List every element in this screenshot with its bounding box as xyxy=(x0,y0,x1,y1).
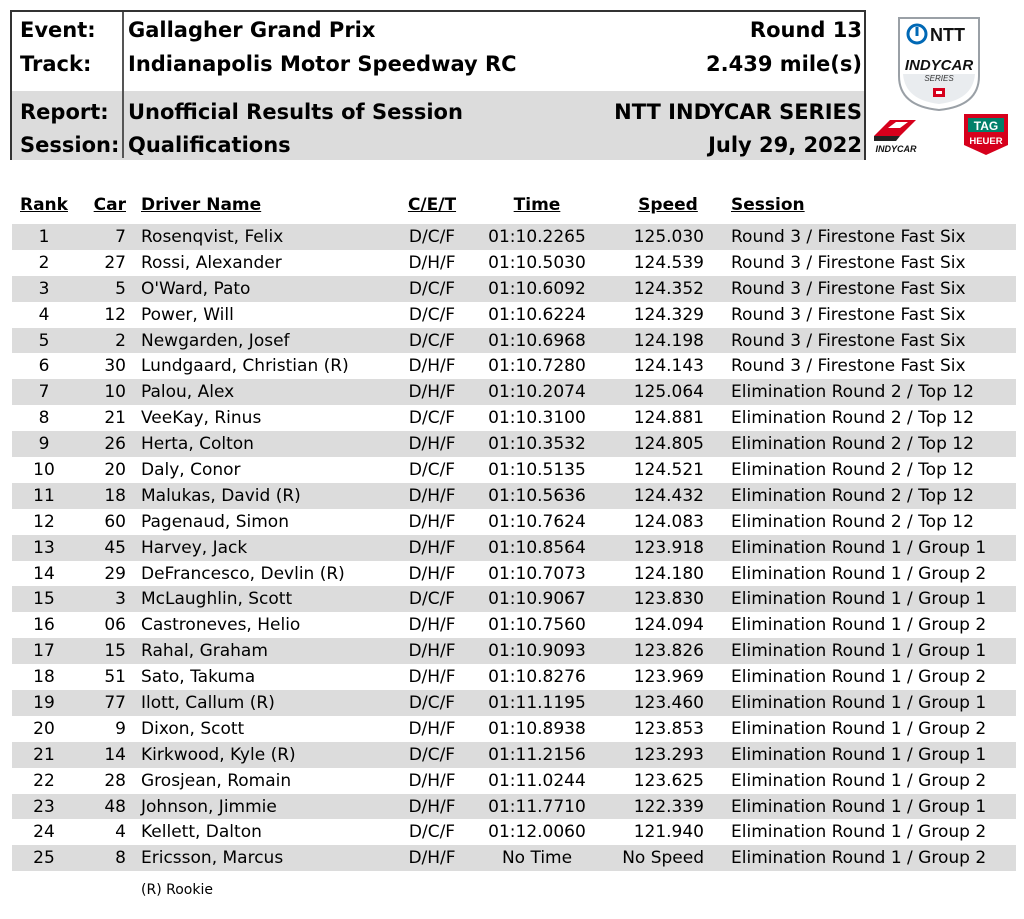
table-row xyxy=(12,768,1016,794)
column-header-speed: Speed xyxy=(638,195,698,215)
cet-cell: D/C/F xyxy=(408,693,456,714)
rank-cell: 25 xyxy=(33,848,55,869)
table-row xyxy=(12,250,1016,276)
session-cell: Elimination Round 2 / Top 12 xyxy=(731,382,974,403)
cet-cell: D/H/F xyxy=(408,382,456,403)
table-row xyxy=(12,716,1016,742)
table-row xyxy=(12,224,1016,250)
rank-cell: 24 xyxy=(33,822,55,843)
speed-cell: 124.094 xyxy=(633,615,704,636)
time-cell: 01:10.8276 xyxy=(488,667,586,688)
cet-cell: D/H/F xyxy=(408,563,456,584)
column-header-cet: C/E/T xyxy=(407,195,457,215)
car-cell: 48 xyxy=(104,796,126,817)
rank-cell: 19 xyxy=(33,693,55,714)
driver-name-cell: Pagenaud, Simon xyxy=(141,511,289,532)
session-cell: Round 3 / Firestone Fast Six xyxy=(731,304,966,325)
track-length: 2.439 mile(s) xyxy=(706,52,862,76)
cet-cell: D/H/F xyxy=(408,641,456,662)
cet-cell: D/C/F xyxy=(408,408,456,429)
track-name: Indianapolis Motor Speedway RC xyxy=(128,52,517,76)
rank-cell: 6 xyxy=(38,356,50,377)
speed-cell: 123.625 xyxy=(633,770,704,791)
driver-name-cell: Daly, Conor xyxy=(141,460,241,481)
column-header-rank: Rank xyxy=(20,195,68,215)
report-label: Report: xyxy=(20,100,109,124)
table-row xyxy=(12,742,1016,768)
driver-name-cell: McLaughlin, Scott xyxy=(141,589,293,610)
time-cell: 01:10.6968 xyxy=(488,330,586,351)
car-cell: 12 xyxy=(104,304,126,325)
time-cell: 01:10.7624 xyxy=(488,511,586,532)
speed-cell: 123.918 xyxy=(633,537,704,558)
car-cell: 5 xyxy=(115,278,126,299)
table-row xyxy=(12,586,1016,612)
ntt-indycar-series-logo xyxy=(895,14,983,112)
rank-cell: 15 xyxy=(33,589,55,610)
cet-cell: D/C/F xyxy=(408,822,456,843)
session-label: Session: xyxy=(20,133,120,157)
session-name: Qualifications xyxy=(128,133,291,157)
session-cell: Elimination Round 1 / Group 2 xyxy=(731,822,987,843)
car-cell: 27 xyxy=(104,252,126,273)
driver-name-cell: Malukas, David (R) xyxy=(141,485,301,506)
speed-cell: 123.830 xyxy=(633,589,704,610)
session-cell: Elimination Round 1 / Group 2 xyxy=(731,615,987,636)
table-row xyxy=(12,561,1016,587)
column-header-car: Car xyxy=(93,195,126,215)
car-cell: 18 xyxy=(104,485,126,506)
speed-cell: 123.460 xyxy=(633,693,704,714)
speed-cell: 123.293 xyxy=(633,744,704,765)
track-label: Track: xyxy=(20,52,92,76)
speed-cell: No Speed xyxy=(622,848,704,869)
cet-cell: D/H/F xyxy=(408,667,456,688)
driver-name-cell: O'Ward, Pato xyxy=(141,278,251,299)
car-cell: 15 xyxy=(104,641,126,662)
time-cell: 01:10.5030 xyxy=(488,252,586,273)
indycar-wordmark: INDYCAR xyxy=(904,57,974,74)
session-cell: Round 3 / Firestone Fast Six xyxy=(731,227,966,247)
session-cell: Elimination Round 1 / Group 1 xyxy=(731,693,987,714)
time-cell: 01:11.2156 xyxy=(488,744,586,765)
speed-cell: 124.805 xyxy=(633,434,704,455)
table-row xyxy=(12,638,1016,664)
speed-cell: 123.826 xyxy=(633,641,704,662)
time-cell: 01:11.1195 xyxy=(488,693,586,714)
time-cell: 01:11.7710 xyxy=(488,796,586,817)
rank-cell: 17 xyxy=(33,641,55,662)
car-cell: 4 xyxy=(115,822,126,843)
driver-name-cell: Ilott, Callum (R) xyxy=(141,693,275,714)
indycar-logo-text: INDYCAR xyxy=(875,144,917,154)
session-cell: Round 3 / Firestone Fast Six xyxy=(731,330,966,351)
driver-name-cell: Herta, Colton xyxy=(141,434,254,455)
time-cell: 01:10.5135 xyxy=(488,460,586,481)
report-type: Unofficial Results of Session xyxy=(128,100,463,124)
car-cell: 14 xyxy=(104,744,126,765)
session-cell: Elimination Round 1 / Group 1 xyxy=(731,641,987,662)
rank-cell: 18 xyxy=(33,667,55,688)
rank-cell: 1 xyxy=(38,227,50,247)
rank-cell: 22 xyxy=(33,770,55,791)
car-cell: 3 xyxy=(115,589,126,610)
car-cell: 45 xyxy=(104,537,126,558)
indycar-logo xyxy=(870,114,922,156)
session-cell: Elimination Round 1 / Group 1 xyxy=(731,796,987,817)
series-wordmark: SERIES xyxy=(924,74,954,83)
cet-cell: D/H/F xyxy=(408,848,456,869)
rank-cell: 23 xyxy=(33,796,55,817)
time-cell: 01:10.7280 xyxy=(488,356,586,377)
time-cell: 01:10.8564 xyxy=(488,537,586,558)
cet-cell: D/H/F xyxy=(408,485,456,506)
cet-cell: D/H/F xyxy=(408,511,456,532)
car-cell: 2 xyxy=(115,330,126,351)
speed-cell: 121.940 xyxy=(633,822,704,843)
car-cell: 77 xyxy=(104,693,126,714)
speed-cell: 123.853 xyxy=(633,718,704,739)
cet-cell: D/C/F xyxy=(408,227,456,247)
time-cell: 01:10.5636 xyxy=(488,485,586,506)
driver-name-cell: DeFrancesco, Devlin (R) xyxy=(141,563,345,584)
rank-cell: 5 xyxy=(38,330,50,351)
car-cell: 28 xyxy=(104,770,126,791)
table-row xyxy=(12,276,1016,302)
speed-cell: 124.881 xyxy=(633,408,704,429)
speed-cell: 124.521 xyxy=(633,460,704,481)
event-name: Gallagher Grand Prix xyxy=(128,18,376,42)
driver-name-cell: Rosenqvist, Felix xyxy=(141,227,284,247)
rank-cell: 9 xyxy=(38,434,50,455)
car-cell: 10 xyxy=(104,382,126,403)
session-cell: Elimination Round 1 / Group 2 xyxy=(731,718,987,739)
round-number: Round 13 xyxy=(749,18,862,42)
car-cell: 20 xyxy=(104,460,126,481)
session-cell: Elimination Round 1 / Group 2 xyxy=(731,770,987,791)
table-row xyxy=(12,328,1016,354)
session-cell: Elimination Round 1 / Group 1 xyxy=(731,744,987,765)
session-cell: Round 3 / Firestone Fast Six xyxy=(731,356,966,377)
session-cell: Elimination Round 1 / Group 1 xyxy=(731,537,987,558)
table-row xyxy=(12,483,1016,509)
time-cell: 01:11.0244 xyxy=(488,770,586,791)
driver-name-cell: Grosjean, Romain xyxy=(141,770,292,791)
driver-name-cell: Lundgaard, Christian (R) xyxy=(141,356,349,377)
table-row xyxy=(12,664,1016,690)
rank-cell: 13 xyxy=(33,537,55,558)
time-cell: 01:10.3100 xyxy=(488,408,586,429)
driver-name-cell: Sato, Takuma xyxy=(141,667,256,688)
car-cell: 30 xyxy=(104,356,126,377)
speed-cell: 124.539 xyxy=(633,252,704,273)
session-date: July 29, 2022 xyxy=(708,133,862,157)
cet-cell: D/C/F xyxy=(408,304,456,325)
rank-cell: 2 xyxy=(38,252,50,273)
table-header xyxy=(12,190,1016,224)
session-cell: Round 3 / Firestone Fast Six xyxy=(731,252,966,273)
speed-cell: 124.180 xyxy=(633,563,704,584)
speed-cell: 124.143 xyxy=(633,356,704,377)
session-cell: Elimination Round 1 / Group 2 xyxy=(731,667,987,688)
table-row xyxy=(12,431,1016,457)
speed-cell: 124.329 xyxy=(633,304,704,325)
time-cell: 01:10.6224 xyxy=(488,304,586,325)
table-row xyxy=(12,845,1016,871)
driver-name-cell: Rossi, Alexander xyxy=(141,252,282,273)
speed-cell: 124.083 xyxy=(633,511,704,532)
series-name: NTT INDYCAR SERIES xyxy=(614,100,862,124)
time-cell: 01:10.2074 xyxy=(488,382,586,403)
table-row xyxy=(12,302,1016,328)
time-cell: No Time xyxy=(501,848,573,869)
driver-name-cell: Harvey, Jack xyxy=(141,537,248,558)
session-cell: Elimination Round 2 / Top 12 xyxy=(731,511,974,532)
rank-cell: 21 xyxy=(33,744,55,765)
driver-name-cell: Power, Will xyxy=(141,304,234,325)
rank-cell: 10 xyxy=(33,460,55,481)
cet-cell: D/H/F xyxy=(408,718,456,739)
table-row xyxy=(12,353,1016,379)
table-row xyxy=(12,612,1016,638)
speed-cell: 122.339 xyxy=(633,796,704,817)
rank-cell: 12 xyxy=(33,511,55,532)
rank-cell: 14 xyxy=(33,563,55,584)
column-header-session: Session xyxy=(731,195,805,215)
session-cell: Elimination Round 2 / Top 12 xyxy=(731,408,974,429)
car-cell: 51 xyxy=(104,667,126,688)
car-cell: 9 xyxy=(115,718,126,739)
rank-cell: 11 xyxy=(33,485,55,506)
driver-name-cell: Ericsson, Marcus xyxy=(141,848,284,869)
table-row xyxy=(12,509,1016,535)
session-header xyxy=(10,10,866,160)
speed-cell: 124.198 xyxy=(633,330,704,351)
rank-cell: 20 xyxy=(33,718,55,739)
car-cell: 06 xyxy=(104,615,126,636)
results-table xyxy=(12,190,1016,871)
car-cell: 7 xyxy=(115,227,126,247)
time-cell: 01:10.7560 xyxy=(488,615,586,636)
table-row xyxy=(12,819,1016,845)
cet-cell: D/H/F xyxy=(408,796,456,817)
time-cell: 01:10.3532 xyxy=(488,434,586,455)
cet-cell: D/H/F xyxy=(408,252,456,273)
cet-cell: D/H/F xyxy=(408,770,456,791)
rank-cell: 8 xyxy=(38,408,50,429)
time-cell: 01:10.7073 xyxy=(488,563,586,584)
driver-name-cell: Castroneves, Helio xyxy=(141,615,301,636)
driver-name-cell: Newgarden, Josef xyxy=(141,330,290,351)
time-cell: 01:10.2265 xyxy=(488,227,586,247)
column-header-time: Time xyxy=(513,195,561,215)
table-row xyxy=(12,535,1016,561)
heuer-text: HEUER xyxy=(969,136,1003,147)
session-cell: Elimination Round 2 / Top 12 xyxy=(731,434,974,455)
car-cell: 26 xyxy=(104,434,126,455)
session-cell: Elimination Round 1 / Group 1 xyxy=(731,589,987,610)
cet-cell: D/H/F xyxy=(408,615,456,636)
tag-text: TAG xyxy=(973,119,999,133)
car-cell: 8 xyxy=(115,848,126,869)
speed-cell: 124.352 xyxy=(633,278,704,299)
driver-name-cell: Rahal, Graham xyxy=(141,641,268,662)
speed-cell: 125.064 xyxy=(633,382,704,403)
event-label: Event: xyxy=(20,18,96,42)
session-cell: Elimination Round 1 / Group 2 xyxy=(731,848,987,869)
time-cell: 01:10.8938 xyxy=(488,718,586,739)
speed-cell: 123.969 xyxy=(633,667,704,688)
session-cell: Elimination Round 2 / Top 12 xyxy=(731,485,974,506)
rank-cell: 7 xyxy=(38,382,50,403)
header-divider xyxy=(122,12,124,158)
time-cell: 01:10.9067 xyxy=(488,589,586,610)
car-cell: 60 xyxy=(104,511,126,532)
speed-cell: 125.030 xyxy=(633,227,704,247)
table-body xyxy=(12,224,1016,871)
table-row xyxy=(12,794,1016,820)
session-cell: Elimination Round 1 / Group 2 xyxy=(731,563,987,584)
column-header-driver: Driver Name xyxy=(141,195,262,215)
rookie-footnote: (R) Rookie xyxy=(141,882,213,898)
session-cell: Elimination Round 2 / Top 12 xyxy=(731,460,974,481)
cet-cell: D/H/F xyxy=(408,537,456,558)
driver-name-cell: VeeKay, Rinus xyxy=(141,408,262,429)
session-cell: Round 3 / Firestone Fast Six xyxy=(731,278,966,299)
rank-cell: 4 xyxy=(38,304,50,325)
time-cell: 01:10.9093 xyxy=(488,641,586,662)
driver-name-cell: Kellett, Dalton xyxy=(141,822,262,843)
cet-cell: D/C/F xyxy=(408,589,456,610)
cet-cell: D/C/F xyxy=(408,460,456,481)
car-cell: 29 xyxy=(104,563,126,584)
cet-cell: D/C/F xyxy=(408,278,456,299)
rank-cell: 16 xyxy=(33,615,55,636)
cet-cell: D/H/F xyxy=(408,356,456,377)
driver-name-cell: Kirkwood, Kyle (R) xyxy=(141,744,296,765)
ntt-text: NTT xyxy=(930,25,965,45)
table-row xyxy=(12,379,1016,405)
cet-cell: D/H/F xyxy=(408,434,456,455)
time-cell: 01:10.6092 xyxy=(488,278,586,299)
driver-name-cell: Johnson, Jimmie xyxy=(141,796,277,817)
driver-name-cell: Palou, Alex xyxy=(141,382,235,403)
rank-cell: 3 xyxy=(38,278,50,299)
time-cell: 01:12.0060 xyxy=(488,822,586,843)
table-row xyxy=(12,405,1016,431)
tag-heuer-logo xyxy=(961,111,1011,157)
table-row xyxy=(12,690,1016,716)
table-row xyxy=(12,457,1016,483)
cet-cell: D/C/F xyxy=(408,744,456,765)
speed-cell: 124.432 xyxy=(633,485,704,506)
cet-cell: D/C/F xyxy=(408,330,456,351)
driver-name-cell: Dixon, Scott xyxy=(141,718,245,739)
car-cell: 21 xyxy=(104,408,126,429)
